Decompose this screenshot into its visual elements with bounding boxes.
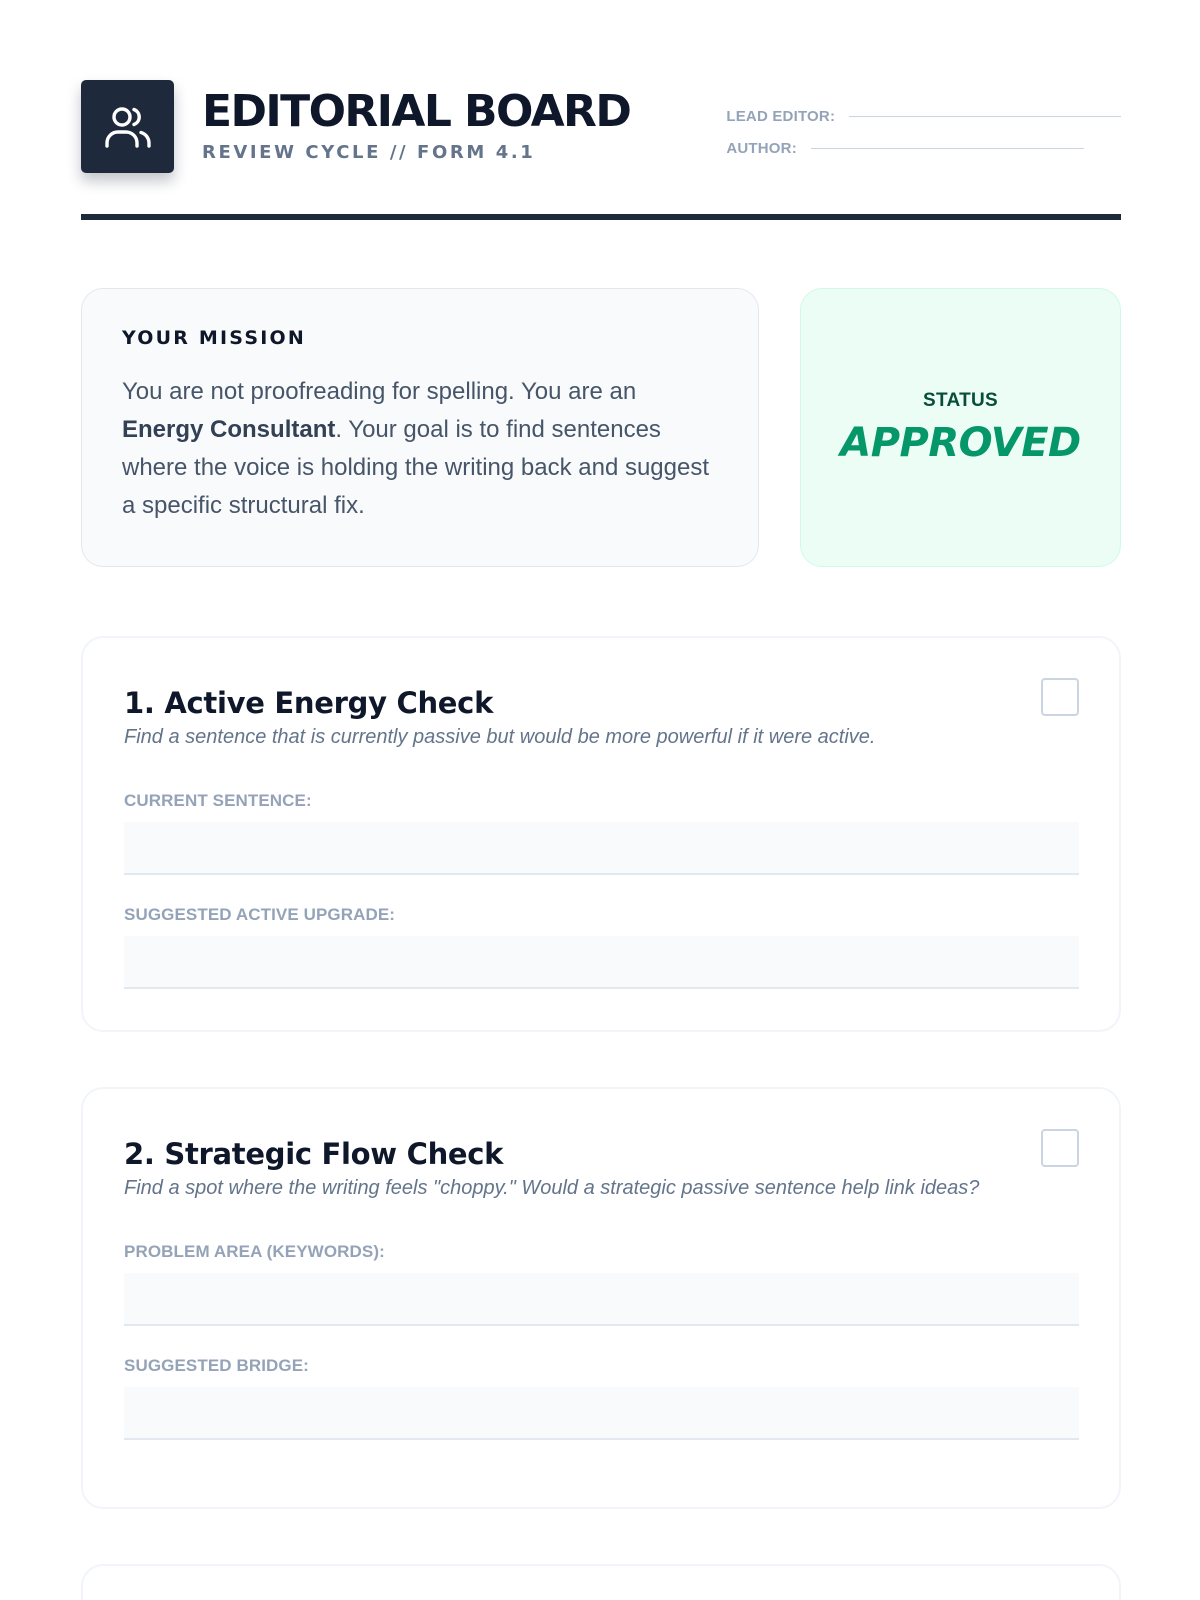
card-description: Find a spot where the writing feels "choppy." Would a strategic passive sentence help link ideas?: [124, 1177, 980, 1199]
problem-area-label: PROBLEM AREA (KEYWORDS):: [124, 1242, 385, 1261]
lead-editor-label: LEAD EDITOR:: [726, 107, 836, 125]
page-title: EDITORIAL BOARD: [202, 86, 631, 137]
card-header: [124, 1129, 1079, 1171]
problem-area-input[interactable]: [124, 1273, 1079, 1326]
page-subtitle: REVIEW CYCLE // FORM 4.1: [202, 142, 536, 163]
suggested-active-upgrade-input[interactable]: [124, 936, 1079, 989]
lead-editor-row: [726, 100, 1121, 132]
mission-text: [122, 373, 718, 525]
completion-checkbox[interactable]: [1041, 1129, 1079, 1167]
mission-text-before: You are not proofreading for spelling. You are an: [122, 378, 637, 405]
mission-box: [81, 288, 759, 567]
card-header: [124, 678, 1079, 720]
lead-editor-field[interactable]: [849, 116, 1121, 117]
status-badge: APPROVED: [840, 419, 1081, 466]
mission-heading: YOUR MISSION: [122, 327, 306, 349]
mission-text-bold: Energy Consultant: [122, 416, 336, 443]
meta-fields: [726, 80, 1121, 164]
author-row: [726, 132, 1121, 164]
completion-checkbox[interactable]: [1041, 678, 1079, 716]
suggested-bridge-input[interactable]: [124, 1387, 1079, 1440]
card-title: 2. Strategic Flow Check: [124, 1137, 504, 1171]
status-label: STATUS: [923, 389, 998, 411]
author-field[interactable]: [811, 148, 1084, 149]
header-divider: [81, 214, 1121, 220]
form-header: [81, 80, 1121, 172]
suggested-active-upgrade-label: SUGGESTED ACTIVE UPGRADE:: [124, 905, 396, 924]
mission-text-after: . Your goal is to find sentences where the voice is holding the writing back and suggest a specific structural fix.: [122, 416, 710, 519]
title-block: [202, 80, 690, 163]
current-sentence-input[interactable]: [124, 822, 1079, 875]
card-description: Find a sentence that is currently passive but would be more powerful if it were active.: [124, 726, 876, 748]
author-label: AUTHOR:: [726, 139, 797, 157]
suggested-bridge-label: SUGGESTED BRIDGE:: [124, 1356, 309, 1375]
users-icon: [81, 80, 174, 173]
strategic-flow-check-card: [81, 1087, 1121, 1509]
next-check-card: [81, 1564, 1121, 1600]
card-title: 1. Active Energy Check: [124, 686, 494, 720]
review-form-page: [81, 0, 1121, 1375]
mission-status-row: [81, 288, 1121, 567]
active-energy-check-card: [81, 636, 1121, 1032]
status-box: [800, 288, 1121, 567]
current-sentence-label: CURRENT SENTENCE:: [124, 791, 312, 810]
